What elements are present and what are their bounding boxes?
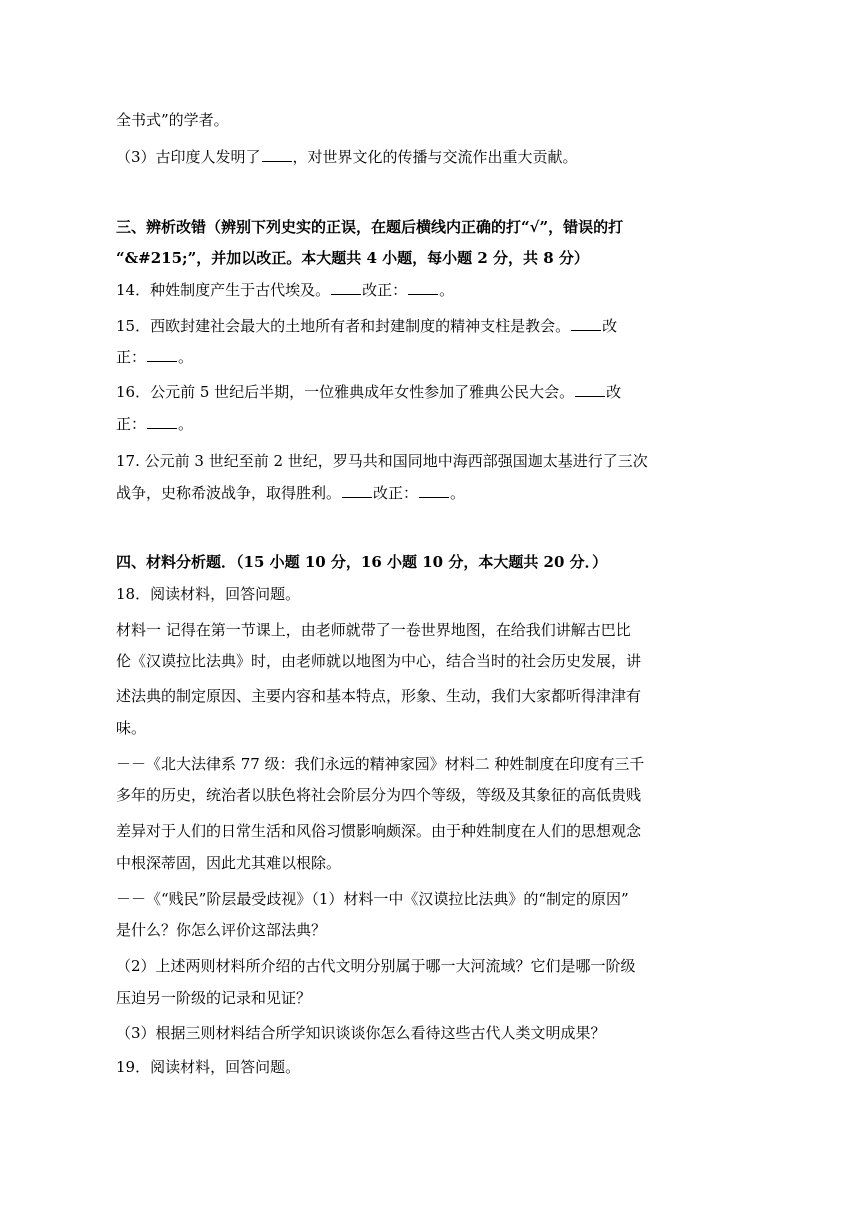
text-line: 差异对于人们的日常生活和风俗习惯影响颇深。由于种姓制度在人们的思想观念: [116, 822, 642, 840]
text-segment: 改: [602, 317, 618, 335]
answer-blank[interactable]: [147, 360, 177, 362]
text-segment: 正：: [116, 348, 147, 366]
answer-blank[interactable]: [419, 496, 449, 498]
text-line: 压迫另一阶级的记录和见证？: [116, 989, 312, 1007]
text-line: 18．阅读材料，回答问题。: [116, 585, 301, 603]
text-segment: 。: [450, 484, 466, 502]
text-line: （2）上述两则材料所介绍的古代文明分别属于哪一大河流域？它们是哪一阶级: [116, 957, 636, 975]
answer-blank[interactable]: [262, 160, 292, 162]
text-line: 是什么？你怎么评价这部法典？: [116, 921, 327, 939]
text-line: 述法典的制定原因、主要内容和基本特点，形象、生动，我们大家都听得津津有: [116, 687, 642, 705]
text-segment: 改正：: [373, 484, 419, 502]
question-line: [116, 280, 736, 300]
text-segment: 。: [178, 415, 194, 433]
question-line: [116, 382, 736, 402]
text-line: 17. 公元前 3 世纪至前 2 世纪，罗马共和国同地中海西部强国迦太基进行了三次: [116, 452, 648, 470]
text-line: 全书式”的学者。: [116, 111, 229, 129]
text-segment: 。: [439, 281, 455, 299]
text-segment: 14．种姓制度产生于古代埃及。: [116, 281, 331, 299]
question-line: [116, 347, 736, 367]
text-segment: 正：: [116, 415, 147, 433]
text-line: 伦《汉谟拉比法典》时，由老师就以地图为中心，结合当时的社会历史发展，讲: [116, 652, 642, 670]
text-segment: 战争，史称希波战争，取得胜利。: [116, 484, 342, 502]
text-line: 多年的历史，统治者以肤色将社会阶层分为四个等级，等级及其象征的高低贵贱: [116, 786, 642, 804]
text-line: －－《“贱民”阶层最受歧视》（1）材料一中《汉谟拉比法典》的“制定的原因”: [116, 890, 629, 908]
text-segment: 15．西欧封建社会最大的土地所有者和封建制度的精神支柱是教会。: [116, 317, 571, 335]
answer-blank[interactable]: [408, 293, 438, 295]
text-line: 材料一 记得在第一节课上，由老师就带了一卷世界地图，在给我们讲解古巴比: [116, 621, 631, 639]
question-line: [116, 483, 736, 503]
text-line: （3）根据三则材料结合所学知识谈谈你怎么看待这些古代人类文明成果？: [116, 1024, 606, 1042]
question-line: [116, 147, 736, 167]
answer-blank[interactable]: [342, 496, 372, 498]
text-line: 中根深蒂固，因此尤其难以根除。: [116, 854, 342, 872]
question-line: [116, 414, 736, 434]
text-segment: ，对世界文化的传播与交流作出重大贡献。: [292, 148, 578, 166]
answer-blank[interactable]: [331, 293, 361, 295]
text-line: 19．阅读材料，回答问题。: [116, 1058, 301, 1076]
text-segment: 改正：: [362, 281, 408, 299]
section-heading: “&#215;”，并加以改正。本大题共 4 小题，每小题 2 分，共 8 分）: [116, 249, 589, 267]
text-segment: （3）古印度人发明了: [116, 148, 261, 166]
text-segment: 。: [178, 348, 194, 366]
text-line: －－《北大法律系 77 级：我们永远的精神家园》材料二 种姓制度在印度有三千: [116, 755, 645, 773]
text-segment: 16．公元前 5 世纪后半期，一位雅典成年女性参加了雅典公民大会。: [116, 383, 575, 401]
section-heading: 三、辨析改错（辨别下列史实的正误，在题后横线内正确的打“√”，错误的打: [116, 218, 624, 236]
section-heading: 四、材料分析题．（15 小题 10 分，16 小题 10 分，本大题共 20 分．）: [116, 553, 608, 571]
answer-blank[interactable]: [147, 427, 177, 429]
answer-blank[interactable]: [575, 395, 605, 397]
text-segment: 改: [606, 383, 622, 401]
question-line: [116, 316, 736, 336]
answer-blank[interactable]: [571, 329, 601, 331]
text-line: 味。: [116, 719, 147, 737]
